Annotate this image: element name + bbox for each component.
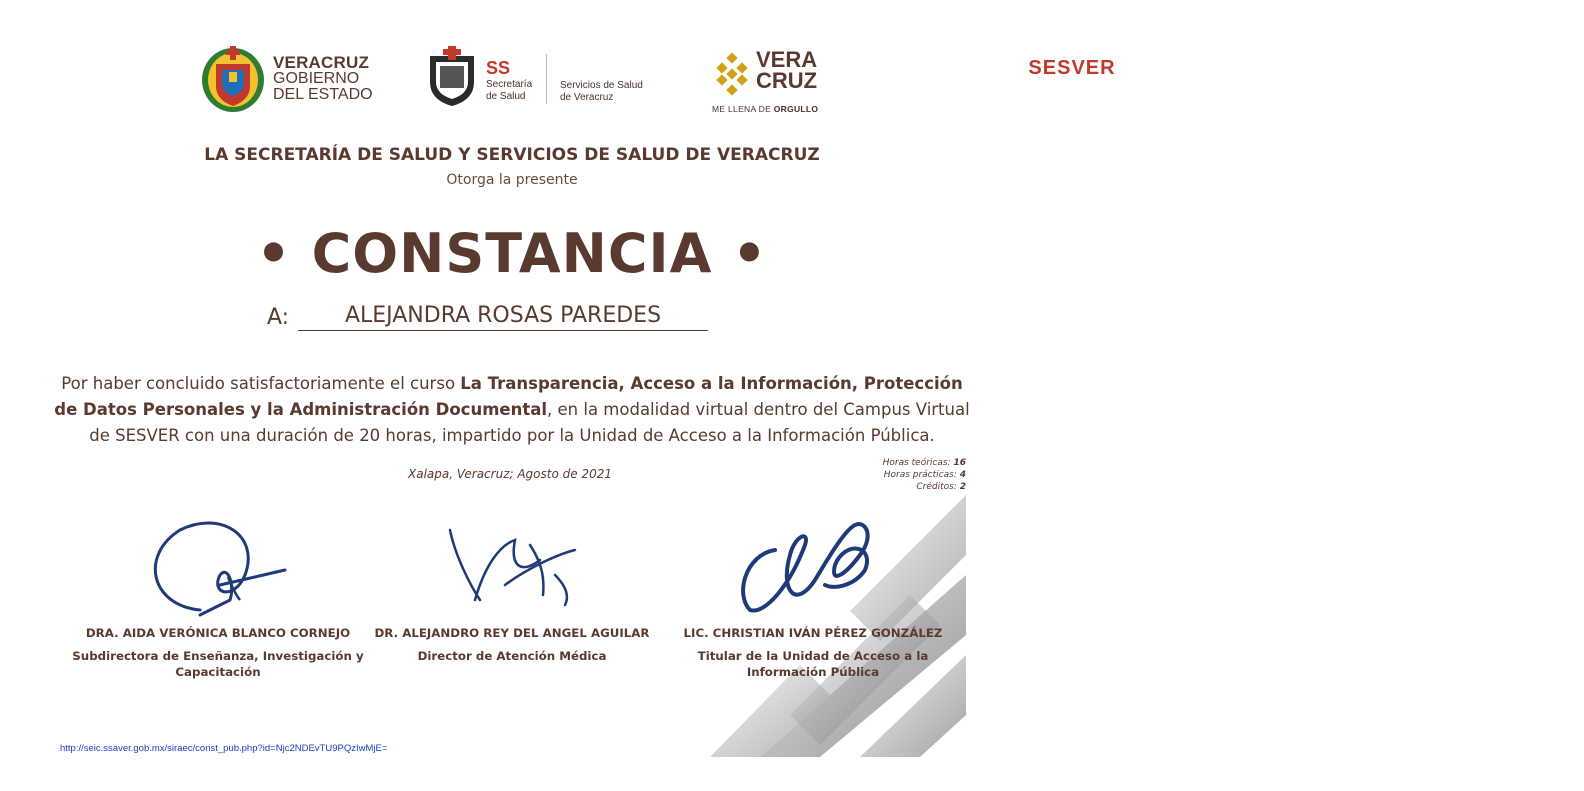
- theory-value: 16: [953, 458, 966, 468]
- brand-tagline-pre: ME LLENA DE: [712, 104, 774, 114]
- gov-logo-line3: DEL ESTADO: [273, 86, 373, 103]
- veracruz-shield-icon: [200, 42, 266, 114]
- credits-value: 2: [959, 482, 966, 492]
- signatory-2-role: Director de Atención Médica: [417, 649, 607, 663]
- ss-sub2: de Salud: [486, 90, 526, 102]
- verification-url[interactable]: http://seic.ssaver.gob.mx/siraec/const_pub.php?id=Njc2NDEvTU9PQzIwMjE=: [60, 743, 388, 754]
- ss-sub1: Secretaría: [486, 79, 533, 90]
- brand-tagline-bold: ORGULLO: [773, 104, 819, 114]
- brand-line1: VERA: [756, 47, 818, 72]
- issuer-line: LA SECRETARÍA DE SALUD Y SERVICIOS DE SALUD DE VERACRUZ: [204, 145, 820, 165]
- logo-divider: [546, 54, 547, 104]
- recipient-name: ALEJANDRA ROSAS PAREDES: [344, 303, 662, 328]
- signatory-1-role: Subdirectora de Enseñanza, Investigación y Capacitación: [72, 649, 364, 679]
- recipient-underline: [298, 330, 708, 331]
- signatory-2-name: DR. ALEJANDRO REY DEL ANGEL AGUILAR: [374, 626, 650, 640]
- body-part2: , en la modalidad virtual dentro del Campus Virtual de SESVER con una duración de 20 horas, impartido por la Unidad de Acceso a la Información Pública.: [89, 400, 970, 445]
- course-name: La Transparencia, Acceso a la Información, Protección de Datos Personales y la Administración Documental: [54, 374, 963, 419]
- body-part1: Por haber concluido satisfactoriamente el curso: [61, 374, 461, 393]
- ss-wordmark: [486, 58, 532, 102]
- gobierno-veracruz-wordmark: [273, 54, 373, 103]
- signatory-1-name: DRA. AIDA VERÓNICA BLANCO CORNEJO: [85, 626, 351, 640]
- signature-1: [140, 515, 290, 620]
- practice-value: 4: [959, 470, 966, 480]
- sesver-title: SESVER: [1028, 57, 1116, 79]
- brand-line2: CRUZ: [756, 67, 818, 93]
- practice-hours: [820, 469, 966, 481]
- theory-label: Horas teóricas:: [882, 458, 951, 468]
- credits-label: Créditos:: [916, 482, 957, 492]
- signature-2: [445, 515, 585, 620]
- sesver-sub2: de Veracruz: [560, 91, 614, 103]
- signature-3: [735, 515, 885, 620]
- veracruz-pattern-icon: [712, 54, 752, 94]
- ss-abbr: SS: [486, 58, 511, 78]
- brand-tagline: [712, 104, 818, 114]
- signatory-3-role: Titular de la Unidad de Acceso a la Información Pública: [697, 649, 929, 679]
- certificate-title: • CONSTANCIA •: [256, 222, 768, 285]
- signatory-3-name: LIC. CHRISTIAN IVÁN PÉREZ GONZÁLEZ: [683, 626, 943, 640]
- hours-block: [820, 457, 966, 493]
- sesver-sub1: Servicios de Salud: [560, 80, 643, 91]
- grants-line: Otorga la presente: [446, 172, 578, 188]
- place-date: Xalapa, Veracruz; Agosto de 2021: [408, 467, 612, 481]
- gov-logo-line1: VERACRUZ: [273, 53, 370, 72]
- recipient-label: A:: [267, 305, 290, 330]
- body-paragraph: [52, 371, 972, 449]
- practice-label: Horas prácticas:: [883, 470, 957, 480]
- ss-shield-icon: [426, 46, 478, 108]
- theory-hours: [820, 457, 966, 469]
- credits: [820, 481, 966, 493]
- gov-logo-line2: GOBIERNO: [273, 70, 360, 87]
